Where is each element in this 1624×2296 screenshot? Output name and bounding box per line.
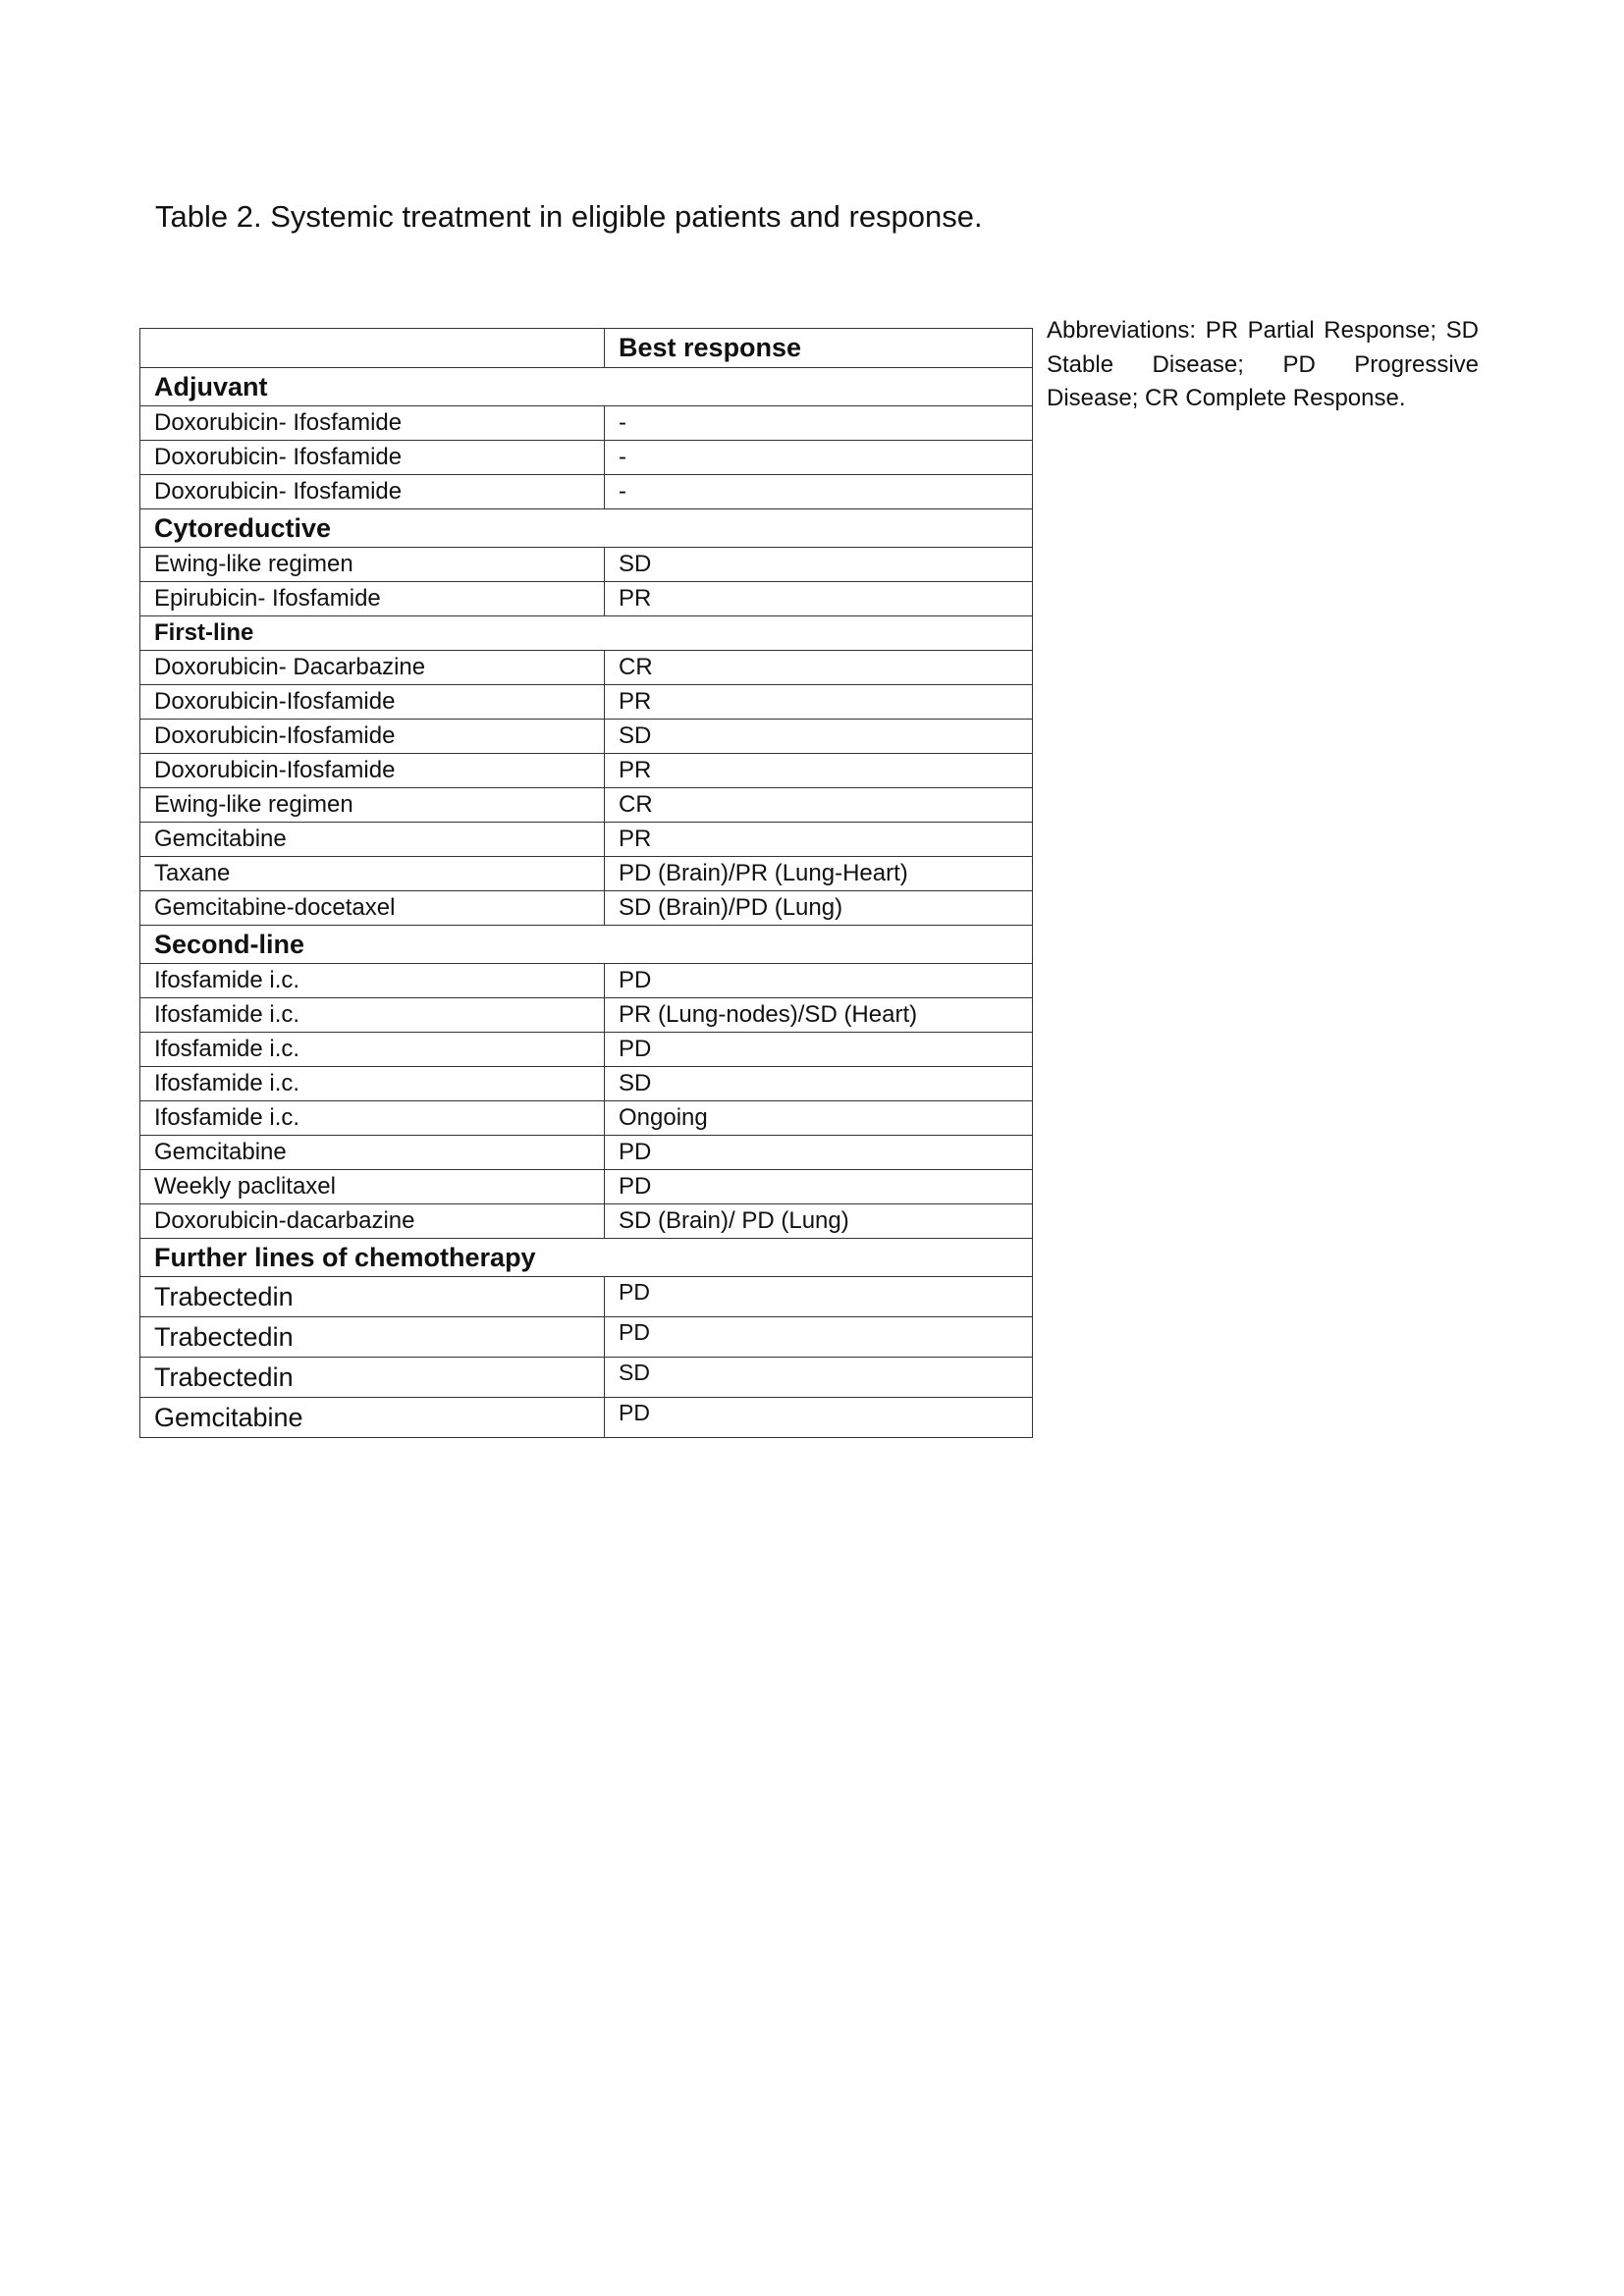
abbreviations-note: Abbreviations: PR Partial Response; SD Stable Disease; PD Progressive Disease; CR Complete Response. — [1047, 317, 1479, 411]
table-header-row — [140, 329, 1033, 368]
best-response-cell: PD — [605, 1277, 1033, 1317]
table-row — [140, 998, 1033, 1033]
section-title: Adjuvant — [140, 368, 1033, 406]
section-header-row — [140, 926, 1033, 964]
treatment-cell: Doxorubicin- Ifosfamide — [140, 475, 605, 509]
treatment-cell: Gemcitabine — [140, 1136, 605, 1170]
treatment-cell: Trabectedin — [140, 1317, 605, 1358]
treatment-cell: Gemcitabine — [140, 1398, 605, 1438]
table-caption: Table 2. Systemic treatment in eligible patients and response. — [155, 199, 983, 234]
table-row — [140, 685, 1033, 720]
treatment-cell: Ewing-like regimen — [140, 788, 605, 823]
treatment-cell: Ifosfamide i.c. — [140, 1033, 605, 1067]
best-response-cell: PD — [605, 1033, 1033, 1067]
best-response-cell: PD — [605, 1170, 1033, 1204]
section-title: Further lines of chemotherapy — [140, 1239, 1033, 1277]
best-response-cell: - — [605, 441, 1033, 475]
table-row — [140, 891, 1033, 926]
treatment-cell: Trabectedin — [140, 1277, 605, 1317]
table-row — [140, 406, 1033, 441]
best-response-cell: SD — [605, 1067, 1033, 1101]
table-row — [140, 1358, 1033, 1398]
treatment-cell: Trabectedin — [140, 1358, 605, 1398]
table-row — [140, 720, 1033, 754]
best-response-cell: PR — [605, 582, 1033, 616]
section-header-row — [140, 1239, 1033, 1277]
table-row — [140, 441, 1033, 475]
section-header-row — [140, 509, 1033, 548]
table-row — [140, 1277, 1033, 1317]
treatment-cell: Taxane — [140, 857, 605, 891]
treatment-cell: Gemcitabine-docetaxel — [140, 891, 605, 926]
header-cell-treatment — [140, 329, 605, 368]
treatment-cell: Doxorubicin- Ifosfamide — [140, 441, 605, 475]
best-response-cell: CR — [605, 651, 1033, 685]
table-row — [140, 1101, 1033, 1136]
table-row — [140, 1170, 1033, 1204]
table-row — [140, 1033, 1033, 1067]
treatment-cell: Doxorubicin-Ifosfamide — [140, 685, 605, 720]
table-row — [140, 548, 1033, 582]
section-header-row — [140, 616, 1033, 651]
table-row — [140, 651, 1033, 685]
section-title: Second-line — [140, 926, 1033, 964]
section-header-row — [140, 368, 1033, 406]
table-row — [140, 1136, 1033, 1170]
treatment-cell: Ifosfamide i.c. — [140, 1101, 605, 1136]
best-response-cell: PR — [605, 823, 1033, 857]
table-row — [140, 788, 1033, 823]
table-row — [140, 1317, 1033, 1358]
best-response-cell: SD (Brain)/PD (Lung) — [605, 891, 1033, 926]
table-row — [140, 475, 1033, 509]
best-response-cell: - — [605, 475, 1033, 509]
treatment-cell: Doxorubicin-dacarbazine — [140, 1204, 605, 1239]
treatment-cell: Doxorubicin- Dacarbazine — [140, 651, 605, 685]
treatment-cell: Ifosfamide i.c. — [140, 964, 605, 998]
section-title: Cytoreductive — [140, 509, 1033, 548]
treatment-cell: Weekly paclitaxel — [140, 1170, 605, 1204]
treatment-cell: Doxorubicin- Ifosfamide — [140, 406, 605, 441]
table-row — [140, 754, 1033, 788]
best-response-cell: SD — [605, 548, 1033, 582]
table-body — [140, 329, 1033, 1438]
treatment-cell: Doxorubicin-Ifosfamide — [140, 720, 605, 754]
table-row — [140, 823, 1033, 857]
best-response-cell: SD — [605, 1358, 1033, 1398]
best-response-cell: PD (Brain)/PR (Lung-Heart) — [605, 857, 1033, 891]
table-row — [140, 1067, 1033, 1101]
table-row — [140, 582, 1033, 616]
best-response-cell: SD (Brain)/ PD (Lung) — [605, 1204, 1033, 1239]
treatment-cell: Epirubicin- Ifosfamide — [140, 582, 605, 616]
best-response-cell: CR — [605, 788, 1033, 823]
section-title: First-line — [140, 616, 1033, 651]
treatment-cell: Ifosfamide i.c. — [140, 998, 605, 1033]
treatment-cell: Ifosfamide i.c. — [140, 1067, 605, 1101]
best-response-cell: Ongoing — [605, 1101, 1033, 1136]
best-response-cell: - — [605, 406, 1033, 441]
best-response-cell: PD — [605, 1398, 1033, 1438]
best-response-cell: PR (Lung-nodes)/SD (Heart) — [605, 998, 1033, 1033]
best-response-cell: PD — [605, 1136, 1033, 1170]
treatment-response-table — [139, 328, 1033, 1438]
best-response-cell: PR — [605, 754, 1033, 788]
best-response-cell: PD — [605, 1317, 1033, 1358]
treatment-cell: Gemcitabine — [140, 823, 605, 857]
table-row — [140, 857, 1033, 891]
best-response-cell: PR — [605, 685, 1033, 720]
table-row — [140, 1204, 1033, 1239]
treatment-cell: Ewing-like regimen — [140, 548, 605, 582]
table-row — [140, 964, 1033, 998]
best-response-cell: SD — [605, 720, 1033, 754]
treatment-cell: Doxorubicin-Ifosfamide — [140, 754, 605, 788]
table-row — [140, 1398, 1033, 1438]
best-response-cell: PD — [605, 964, 1033, 998]
header-cell-best-response: Best response — [605, 329, 1033, 368]
